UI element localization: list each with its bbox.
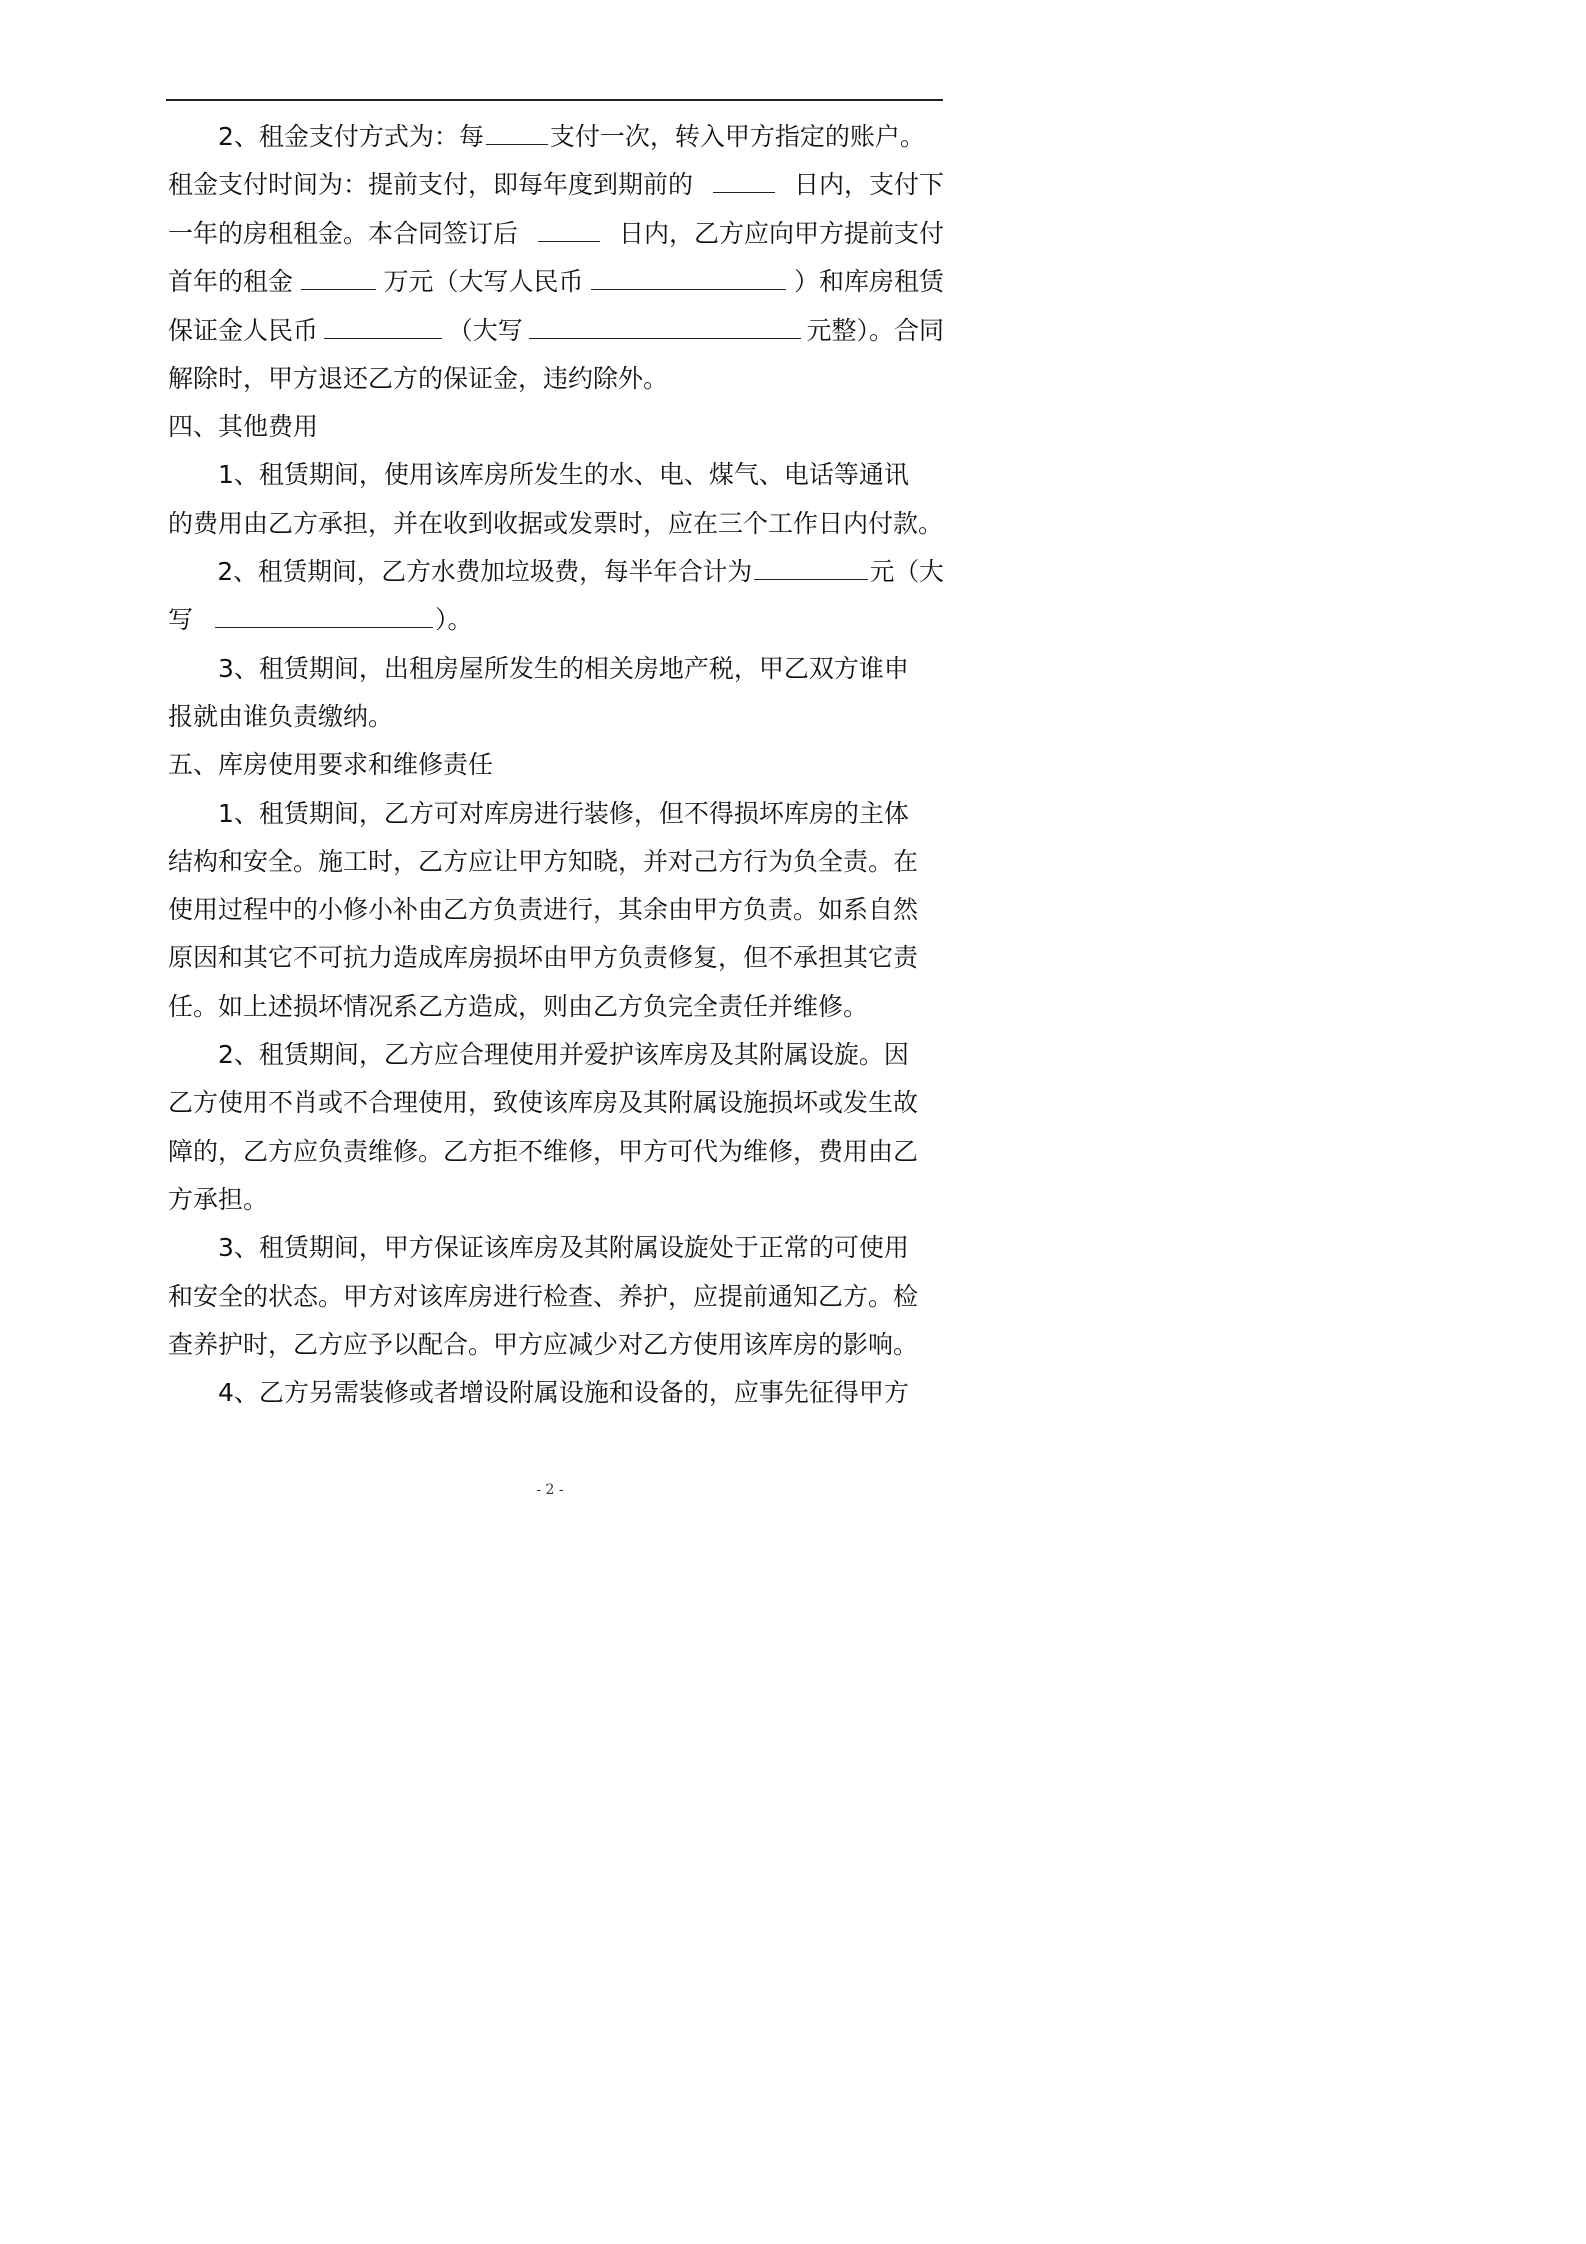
text-segment: 任。如上述损坏情况系乙方造成，则由乙方负完全责任并维修。 xyxy=(168,992,869,1021)
paragraph-line xyxy=(168,649,944,689)
paragraph-line xyxy=(168,794,944,834)
paragraph-line xyxy=(168,455,944,495)
section-heading-usage-maintenance xyxy=(168,745,944,785)
page-number: - 2 - xyxy=(536,1482,564,1498)
text-segment: 1、租赁期间，乙方可对库房进行装修，但不得损坏库房的主体 xyxy=(218,799,909,828)
text-segment: 1、租赁期间，使用该库房所发生的水、电、煤气、电话等通讯 xyxy=(218,460,909,489)
paragraph-line xyxy=(168,987,944,1027)
text-segment: 报就由谁负责缴纳。 xyxy=(168,702,394,731)
text-segment: 万元（大写人民币 xyxy=(383,267,584,296)
section-title: 五、库房使用要求和维修责任 xyxy=(168,750,494,779)
text-segment: 方承担。 xyxy=(168,1185,269,1214)
clause-water-fee-words xyxy=(168,600,944,640)
text-segment: 使用过程中的小修小补由乙方负责进行，其余由甲方负责。如系自然 xyxy=(168,895,919,924)
paragraph-line xyxy=(168,1277,944,1317)
clause-deposit xyxy=(168,311,944,351)
text-segment: 日内，乙方应向甲方提前支付 xyxy=(618,219,944,248)
text-segment: （大写 xyxy=(447,316,523,345)
paragraph-line xyxy=(168,890,944,930)
text-segment: 2、租金支付方式为：每 xyxy=(218,122,484,151)
water-fee-words-blank xyxy=(215,600,433,628)
text-segment: 障的，乙方应负责维修。乙方拒不维修，甲方可代为维修，费用由乙 xyxy=(168,1137,919,1166)
paragraph-line xyxy=(168,1228,944,1268)
text-segment: 原因和其它不可抗力造成库房损坏由甲方负责修复，但不承担其它责 xyxy=(168,943,919,972)
text-segment: 保证金人民币 xyxy=(168,316,319,345)
clause-water-fee xyxy=(168,552,944,592)
paragraph-line xyxy=(168,1325,944,1365)
text-segment: 写 xyxy=(168,605,194,634)
text-segment: ）。 xyxy=(435,605,473,634)
text-segment: 首年的租金 xyxy=(168,267,294,296)
text-segment: ）和库房租赁 xyxy=(793,267,944,296)
text-segment: 乙方使用不肖或不合理使用，致使该库房及其附属设施损坏或发生故 xyxy=(168,1088,919,1117)
text-segment: 2、租赁期间，乙方应合理使用并爱护该库房及其附属设旋。因 xyxy=(218,1040,909,1069)
section-heading-other-fees xyxy=(168,407,944,447)
text-segment: 一年的房租租金。本合同签订后 xyxy=(168,219,519,248)
paragraph-line xyxy=(168,1035,944,1075)
days-before-blank xyxy=(713,165,775,193)
section-title: 四、其他费用 xyxy=(168,412,319,441)
text-segment: 日内，支付下 xyxy=(793,170,944,199)
text-segment: 4、乙方另需装修或者增设附属设施和设备的，应事先征得甲方 xyxy=(218,1378,909,1407)
text-segment: 元（大 xyxy=(869,557,944,586)
clause-first-payment xyxy=(168,214,944,254)
deposit-amount-words-blank xyxy=(529,311,801,339)
text-segment: 解除时，甲方退还乙方的保证金，违约除外。 xyxy=(168,364,669,393)
water-fee-blank xyxy=(754,552,868,580)
text-segment: 2、租赁期间，乙方水费加垃圾费，每半年合计为 xyxy=(217,557,753,586)
header-rule xyxy=(166,99,943,101)
clause-first-year-rent xyxy=(168,262,944,302)
text-segment: 3、租赁期间，出租房屋所发生的相关房地产税，甲乙双方谁申 xyxy=(218,654,909,683)
rent-amount-blank xyxy=(301,262,376,290)
payment-interval-blank xyxy=(486,117,548,145)
text-segment: 租金支付时间为：提前支付，即每年度到期前的 xyxy=(168,170,694,199)
rent-amount-words-blank xyxy=(591,262,786,290)
paragraph-line xyxy=(168,359,944,399)
deposit-amount-blank xyxy=(324,311,442,339)
text-segment: 和安全的状态。甲方对该库房进行检查、养护，应提前通知乙方。检 xyxy=(168,1282,919,1311)
paragraph-line xyxy=(168,1180,944,1220)
text-segment: 查养护时，乙方应予以配合。甲方应减少对乙方使用该库房的影响。 xyxy=(168,1330,919,1359)
document-page xyxy=(0,0,1100,1555)
clause-payment-frequency xyxy=(168,117,944,157)
paragraph-line xyxy=(168,1132,944,1172)
text-segment: 元整）。合同 xyxy=(806,316,944,345)
clause-payment-time xyxy=(168,165,944,205)
paragraph-line xyxy=(168,938,944,978)
paragraph-line xyxy=(168,1083,944,1123)
text-segment: 结构和安全。施工时，乙方应让甲方知晓，并对己方行为负全责。在 xyxy=(168,847,919,876)
paragraph-line xyxy=(168,1373,944,1413)
paragraph-line xyxy=(168,697,944,737)
paragraph-line xyxy=(168,504,944,544)
text-segment: 3、租赁期间，甲方保证该库房及其附属设旋处于正常的可使用 xyxy=(218,1233,909,1262)
paragraph-line xyxy=(168,842,944,882)
days-after-signing-blank xyxy=(538,214,600,242)
text-segment: 的费用由乙方承担，并在收到收据或发票时，应在三个工作日内付款。 xyxy=(168,509,944,538)
text-segment: 支付一次，转入甲方指定的账户。 xyxy=(549,122,925,151)
